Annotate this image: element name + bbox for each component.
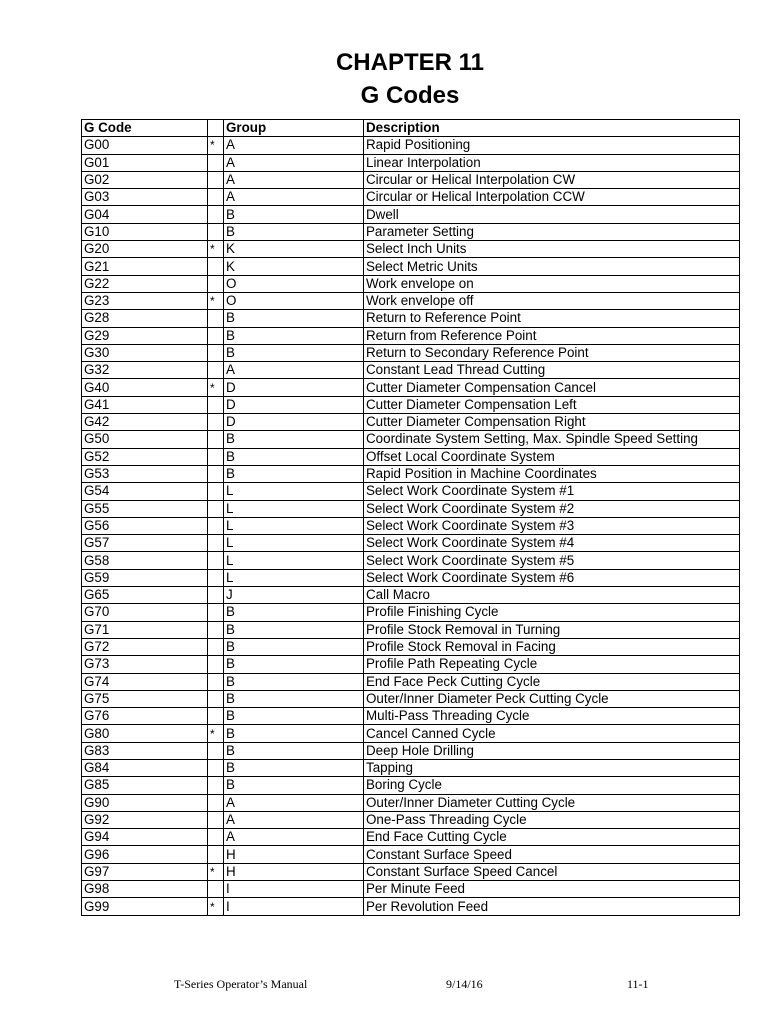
table-row: [82, 552, 740, 569]
table-row: [82, 448, 740, 465]
g-code-cell: G00: [82, 137, 208, 154]
g-code-cell: G28: [82, 310, 208, 327]
table-row: [82, 137, 740, 154]
description-cell: Per Revolution Feed: [364, 898, 740, 915]
g-code-cell: G74: [82, 673, 208, 690]
g-code-cell: G22: [82, 275, 208, 292]
table-row: [82, 829, 740, 846]
group-cell: B: [224, 777, 364, 794]
description-cell: Circular or Helical Interpolation CCW: [364, 189, 740, 206]
description-cell: Linear Interpolation: [364, 154, 740, 171]
g-codes-table: [81, 119, 740, 916]
group-cell: B: [224, 310, 364, 327]
group-cell: B: [224, 465, 364, 482]
group-cell: B: [224, 690, 364, 707]
default-marker-cell: *: [208, 379, 224, 396]
g-code-cell: G83: [82, 742, 208, 759]
g-code-cell: G57: [82, 535, 208, 552]
group-cell: L: [224, 500, 364, 517]
default-marker-cell: [208, 881, 224, 898]
default-marker-cell: [208, 275, 224, 292]
g-code-cell: G99: [82, 898, 208, 915]
group-cell: K: [224, 241, 364, 258]
default-marker-cell: [208, 448, 224, 465]
default-marker-cell: [208, 414, 224, 431]
g-code-cell: G02: [82, 171, 208, 188]
g-code-cell: G20: [82, 241, 208, 258]
g-code-cell: G92: [82, 811, 208, 828]
table-body: [82, 137, 740, 915]
table-row: [82, 500, 740, 517]
default-marker-cell: [208, 552, 224, 569]
group-cell: O: [224, 292, 364, 309]
table-row: [82, 189, 740, 206]
table-row: [82, 604, 740, 621]
table-row: [82, 621, 740, 638]
description-cell: Select Work Coordinate System #1: [364, 483, 740, 500]
g-code-cell: G50: [82, 431, 208, 448]
table-row: [82, 414, 740, 431]
group-cell: A: [224, 137, 364, 154]
table-row: [82, 656, 740, 673]
default-marker-cell: [208, 587, 224, 604]
g-code-cell: G72: [82, 638, 208, 655]
g-code-cell: G04: [82, 206, 208, 223]
table-row: [82, 465, 740, 482]
group-cell: B: [224, 656, 364, 673]
table-row: [82, 171, 740, 188]
group-cell: D: [224, 379, 364, 396]
group-cell: J: [224, 587, 364, 604]
group-cell: A: [224, 154, 364, 171]
description-cell: Parameter Setting: [364, 223, 740, 240]
page-title: G Codes: [360, 82, 460, 109]
group-cell: B: [224, 759, 364, 776]
g-code-cell: G94: [82, 829, 208, 846]
g-code-cell: G54: [82, 483, 208, 500]
description-cell: Cutter Diameter Compensation Right: [364, 414, 740, 431]
default-marker-cell: *: [208, 241, 224, 258]
description-cell: Constant Surface Speed: [364, 846, 740, 863]
group-cell: B: [224, 621, 364, 638]
default-marker-cell: [208, 708, 224, 725]
header-row: [82, 120, 740, 137]
default-marker-cell: [208, 604, 224, 621]
g-code-cell: G42: [82, 414, 208, 431]
description-cell: Deep Hole Drilling: [364, 742, 740, 759]
table-row: [82, 587, 740, 604]
default-marker-cell: [208, 396, 224, 413]
default-marker-cell: [208, 690, 224, 707]
g-code-cell: G30: [82, 344, 208, 361]
default-marker-cell: [208, 310, 224, 327]
description-cell: End Face Peck Cutting Cycle: [364, 673, 740, 690]
default-marker-cell: [208, 621, 224, 638]
group-cell: B: [224, 725, 364, 742]
group-cell: B: [224, 344, 364, 361]
g-code-cell: G32: [82, 362, 208, 379]
default-marker-cell: *: [208, 863, 224, 880]
table-row: [82, 154, 740, 171]
header-g-code: G Code: [82, 120, 208, 137]
table-row: [82, 275, 740, 292]
description-cell: Rapid Position in Machine Coordinates: [364, 465, 740, 482]
footer-manual-title: T-Series Operator’s Manual: [174, 977, 308, 991]
description-cell: One-Pass Threading Cycle: [364, 811, 740, 828]
table-row: [82, 725, 740, 742]
description-cell: Select Work Coordinate System #3: [364, 517, 740, 534]
group-cell: B: [224, 708, 364, 725]
g-code-cell: G52: [82, 448, 208, 465]
group-cell: L: [224, 569, 364, 586]
table-row: [82, 206, 740, 223]
header-group: Group: [224, 120, 364, 137]
footer-page-number: 11-1: [627, 977, 649, 991]
description-cell: Profile Finishing Cycle: [364, 604, 740, 621]
g-code-cell: G80: [82, 725, 208, 742]
group-cell: D: [224, 414, 364, 431]
default-marker-cell: [208, 171, 224, 188]
g-code-cell: G53: [82, 465, 208, 482]
group-cell: A: [224, 829, 364, 846]
group-cell: I: [224, 881, 364, 898]
default-marker-cell: [208, 777, 224, 794]
default-marker-cell: [208, 483, 224, 500]
default-marker-cell: *: [208, 137, 224, 154]
default-marker-cell: *: [208, 292, 224, 309]
description-cell: Profile Stock Removal in Turning: [364, 621, 740, 638]
g-code-cell: G21: [82, 258, 208, 275]
default-marker-cell: [208, 829, 224, 846]
group-cell: B: [224, 327, 364, 344]
table-header: [82, 120, 740, 137]
description-cell: Coordinate System Setting, Max. Spindle Speed Setting: [364, 431, 740, 448]
group-cell: B: [224, 431, 364, 448]
group-cell: B: [224, 604, 364, 621]
g-code-cell: G97: [82, 863, 208, 880]
group-cell: A: [224, 811, 364, 828]
g-code-cell: G90: [82, 794, 208, 811]
default-marker-cell: [208, 794, 224, 811]
group-cell: B: [224, 448, 364, 465]
group-cell: D: [224, 396, 364, 413]
description-cell: Return from Reference Point: [364, 327, 740, 344]
default-marker-cell: [208, 154, 224, 171]
default-marker-cell: [208, 362, 224, 379]
default-marker-cell: [208, 465, 224, 482]
description-cell: Per Minute Feed: [364, 881, 740, 898]
group-cell: A: [224, 794, 364, 811]
group-cell: O: [224, 275, 364, 292]
description-cell: Return to Secondary Reference Point: [364, 344, 740, 361]
default-marker-cell: *: [208, 725, 224, 742]
g-code-cell: G70: [82, 604, 208, 621]
description-cell: Boring Cycle: [364, 777, 740, 794]
default-marker-cell: [208, 569, 224, 586]
header-default-marker: [208, 120, 224, 137]
description-cell: Return to Reference Point: [364, 310, 740, 327]
table-row: [82, 811, 740, 828]
group-cell: B: [224, 742, 364, 759]
group-cell: B: [224, 638, 364, 655]
table-row: [82, 777, 740, 794]
table-row: [82, 759, 740, 776]
table-row: [82, 396, 740, 413]
table-row: [82, 742, 740, 759]
group-cell: H: [224, 863, 364, 880]
default-marker-cell: [208, 431, 224, 448]
description-cell: Select Work Coordinate System #4: [364, 535, 740, 552]
table-row: [82, 483, 740, 500]
group-cell: A: [224, 189, 364, 206]
default-marker-cell: [208, 638, 224, 655]
table-row: [82, 638, 740, 655]
table-row: [82, 690, 740, 707]
group-cell: B: [224, 673, 364, 690]
g-code-cell: G10: [82, 223, 208, 240]
group-cell: A: [224, 171, 364, 188]
description-cell: Select Metric Units: [364, 258, 740, 275]
table-row: [82, 379, 740, 396]
g-code-cell: G01: [82, 154, 208, 171]
default-marker-cell: [208, 517, 224, 534]
description-cell: Select Work Coordinate System #5: [364, 552, 740, 569]
description-cell: Cancel Canned Cycle: [364, 725, 740, 742]
group-cell: L: [224, 517, 364, 534]
group-cell: L: [224, 552, 364, 569]
default-marker-cell: [208, 811, 224, 828]
default-marker-cell: *: [208, 898, 224, 915]
default-marker-cell: [208, 759, 224, 776]
g-code-cell: G41: [82, 396, 208, 413]
default-marker-cell: [208, 206, 224, 223]
table-row: [82, 327, 740, 344]
table-row: [82, 431, 740, 448]
g-code-cell: G40: [82, 379, 208, 396]
description-cell: Select Work Coordinate System #2: [364, 500, 740, 517]
g-code-cell: G56: [82, 517, 208, 534]
title-block: [0, 46, 768, 112]
footer-date: 9/14/16: [446, 977, 483, 991]
description-cell: Select Work Coordinate System #6: [364, 569, 740, 586]
table-row: [82, 569, 740, 586]
table-row: [82, 310, 740, 327]
g-code-cell: G23: [82, 292, 208, 309]
table-row: [82, 517, 740, 534]
g-code-cell: G71: [82, 621, 208, 638]
table-row: [82, 794, 740, 811]
header-description: Description: [364, 120, 740, 137]
group-cell: K: [224, 258, 364, 275]
description-cell: Call Macro: [364, 587, 740, 604]
description-cell: Outer/Inner Diameter Cutting Cycle: [364, 794, 740, 811]
chapter-heading: CHAPTER 11: [335, 49, 485, 76]
g-code-cell: G58: [82, 552, 208, 569]
group-cell: A: [224, 362, 364, 379]
default-marker-cell: [208, 327, 224, 344]
description-cell: Tapping: [364, 759, 740, 776]
default-marker-cell: [208, 223, 224, 240]
description-cell: Cutter Diameter Compensation Left: [364, 396, 740, 413]
g-code-cell: G55: [82, 500, 208, 517]
description-cell: Profile Stock Removal in Facing: [364, 638, 740, 655]
default-marker-cell: [208, 500, 224, 517]
description-cell: Work envelope on: [364, 275, 740, 292]
table-row: [82, 863, 740, 880]
description-cell: Dwell: [364, 206, 740, 223]
group-cell: B: [224, 223, 364, 240]
table-row: [82, 292, 740, 309]
table-row: [82, 362, 740, 379]
description-cell: Cutter Diameter Compensation Cancel: [364, 379, 740, 396]
g-code-cell: G96: [82, 846, 208, 863]
default-marker-cell: [208, 189, 224, 206]
description-cell: Outer/Inner Diameter Peck Cutting Cycle: [364, 690, 740, 707]
group-cell: L: [224, 483, 364, 500]
g-code-cell: G29: [82, 327, 208, 344]
default-marker-cell: [208, 656, 224, 673]
table-row: [82, 535, 740, 552]
g-code-cell: G85: [82, 777, 208, 794]
g-code-cell: G65: [82, 587, 208, 604]
table-row: [82, 223, 740, 240]
table-row: [82, 846, 740, 863]
description-cell: Circular or Helical Interpolation CW: [364, 171, 740, 188]
group-cell: I: [224, 898, 364, 915]
g-code-cell: G84: [82, 759, 208, 776]
default-marker-cell: [208, 673, 224, 690]
description-cell: Rapid Positioning: [364, 137, 740, 154]
table-row: [82, 708, 740, 725]
description-cell: Select Inch Units: [364, 241, 740, 258]
description-cell: End Face Cutting Cycle: [364, 829, 740, 846]
description-cell: Offset Local Coordinate System: [364, 448, 740, 465]
default-marker-cell: [208, 535, 224, 552]
default-marker-cell: [208, 846, 224, 863]
g-code-cell: G73: [82, 656, 208, 673]
default-marker-cell: [208, 258, 224, 275]
g-code-cell: G03: [82, 189, 208, 206]
group-cell: B: [224, 206, 364, 223]
default-marker-cell: [208, 344, 224, 361]
description-cell: Constant Lead Thread Cutting: [364, 362, 740, 379]
description-cell: Profile Path Repeating Cycle: [364, 656, 740, 673]
g-code-cell: G76: [82, 708, 208, 725]
table-row: [82, 673, 740, 690]
group-cell: L: [224, 535, 364, 552]
g-code-cell: G98: [82, 881, 208, 898]
table-row: [82, 258, 740, 275]
table-row: [82, 881, 740, 898]
g-code-cell: G75: [82, 690, 208, 707]
description-cell: Work envelope off: [364, 292, 740, 309]
table-row: [82, 898, 740, 915]
table-row: [82, 241, 740, 258]
default-marker-cell: [208, 742, 224, 759]
g-code-cell: G59: [82, 569, 208, 586]
description-cell: Multi-Pass Threading Cycle: [364, 708, 740, 725]
table-row: [82, 344, 740, 361]
description-cell: Constant Surface Speed Cancel: [364, 863, 740, 880]
group-cell: H: [224, 846, 364, 863]
